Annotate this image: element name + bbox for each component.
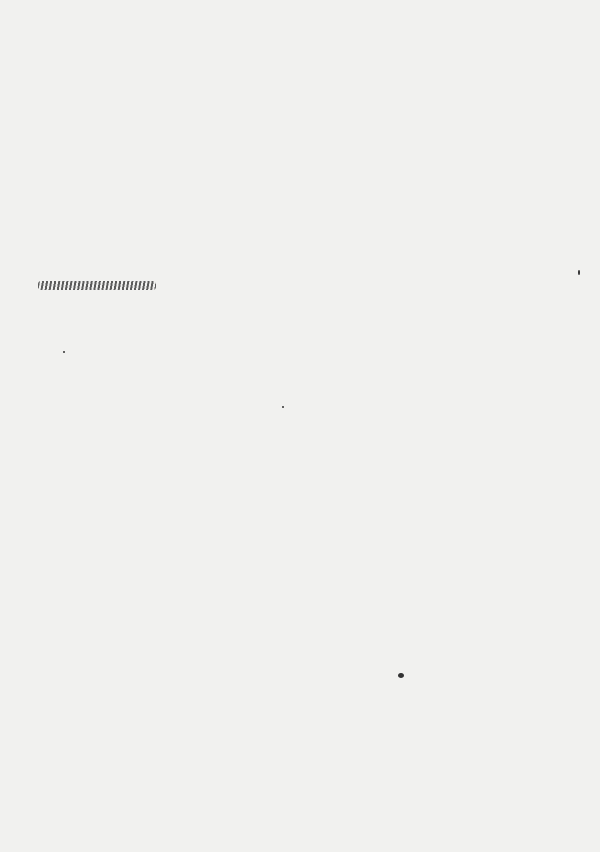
ink-speck xyxy=(578,270,580,275)
ink-speck xyxy=(282,406,284,408)
ink-speck xyxy=(398,673,404,678)
strikethrough-scribble xyxy=(38,281,156,290)
ink-speck xyxy=(63,351,65,353)
